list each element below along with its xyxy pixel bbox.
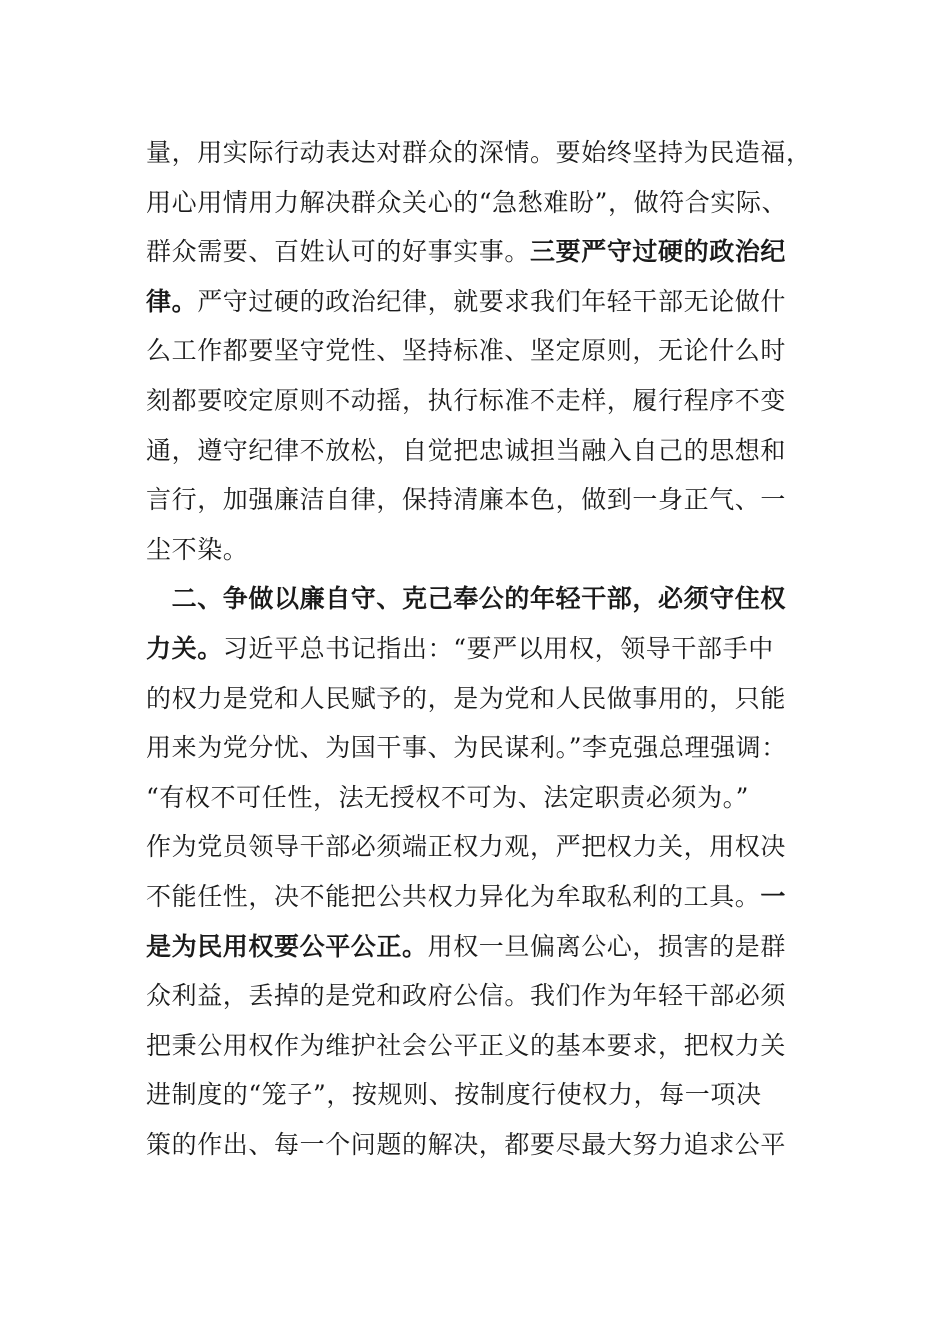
- bold-text-segment: 律。: [146, 286, 198, 316]
- text-segment: 用权一旦偏离公心，损害的是群: [427, 931, 787, 961]
- text-line: [146, 1120, 806, 1170]
- text-segment: “有权不可任性，法无授权不可为、法定职责必须为。”: [146, 782, 750, 812]
- bold-text-segment: 一: [760, 881, 787, 911]
- text-segment: 用心用情用力解决群众关心的“急愁难盼”，做符合实际、: [146, 187, 788, 217]
- text-segment: 用来为党分忧、为国干事、为民谋利。”李克强总理强调：: [146, 733, 787, 763]
- bold-text-segment: 二、争做以廉自守、克己奉公的年轻干部，必须守住权: [146, 584, 787, 614]
- text-segment: 言行，加强廉洁自律，保持清廉本色，做到一身正气、一: [146, 485, 787, 515]
- text-line: [146, 1021, 806, 1071]
- bold-text-segment: 三要严守过硬的政治纪: [530, 237, 787, 267]
- text-segment: 策的作出、每一个问题的解决，都要尽最大努力追求公平: [146, 1129, 787, 1159]
- text-segment: 尘不染。: [146, 534, 249, 564]
- text-line: [146, 326, 806, 376]
- text-line: [146, 624, 806, 674]
- text-line: [146, 773, 806, 823]
- text-segment: 进制度的“笼子”，按规则、按制度行使权力，每一项决: [146, 1080, 762, 1110]
- text-segment: 通，遵守纪律不放松，自觉把忠诚担当融入自己的思想和: [146, 435, 787, 465]
- text-line: [146, 475, 806, 525]
- text-segment: 众利益，丢掉的是党和政府公信。我们作为年轻干部必须: [146, 981, 787, 1011]
- text-line: [146, 227, 806, 277]
- text-segment: 刻都要咬定原则不动摇，执行标准不走样，履行程序不变: [146, 385, 787, 415]
- document-body: [146, 128, 812, 1169]
- text-segment: 量，用实际行动表达对群众的深情。要始终坚持为民造福，: [146, 138, 812, 167]
- text-line: [146, 376, 806, 426]
- text-line: [146, 723, 806, 773]
- text-segment: 的权力是党和人民赋予的，是为党和人民做事用的，只能: [146, 683, 787, 713]
- text-line: [146, 674, 806, 724]
- text-line: [146, 822, 806, 872]
- bold-text-segment: 是为民用权要公平公正。: [146, 931, 428, 961]
- text-segment: 习近平总书记指出：“要严以用权，领导干部手中: [222, 633, 774, 663]
- text-line: [146, 1070, 806, 1120]
- text-segment: 把秉公用权作为维护社会公平正义的基本要求，把权力关: [146, 1030, 787, 1060]
- text-line: [146, 426, 806, 476]
- text-line: [146, 971, 806, 1021]
- text-line: [146, 178, 806, 228]
- text-segment: 群众需要、百姓认可的好事实事。: [146, 237, 531, 267]
- text-segment: 作为党员领导干部必须端正权力观，严把权力关，用权决: [146, 832, 787, 862]
- text-segment: 严守过硬的政治纪律，就要求我们年轻干部无论做什: [197, 286, 787, 316]
- text-line: [146, 277, 806, 327]
- text-line: [146, 574, 806, 624]
- text-line: [146, 922, 806, 972]
- text-line: [146, 872, 806, 922]
- text-segment: 不能任性，决不能把公共权力异化为牟取私利的工具。: [146, 881, 761, 911]
- text-segment: 么工作都要坚守党性、坚持标准、坚定原则，无论什么时: [146, 336, 787, 366]
- bold-text-segment: 力关。: [146, 633, 223, 663]
- text-line: [146, 525, 806, 575]
- text-line: [146, 128, 812, 178]
